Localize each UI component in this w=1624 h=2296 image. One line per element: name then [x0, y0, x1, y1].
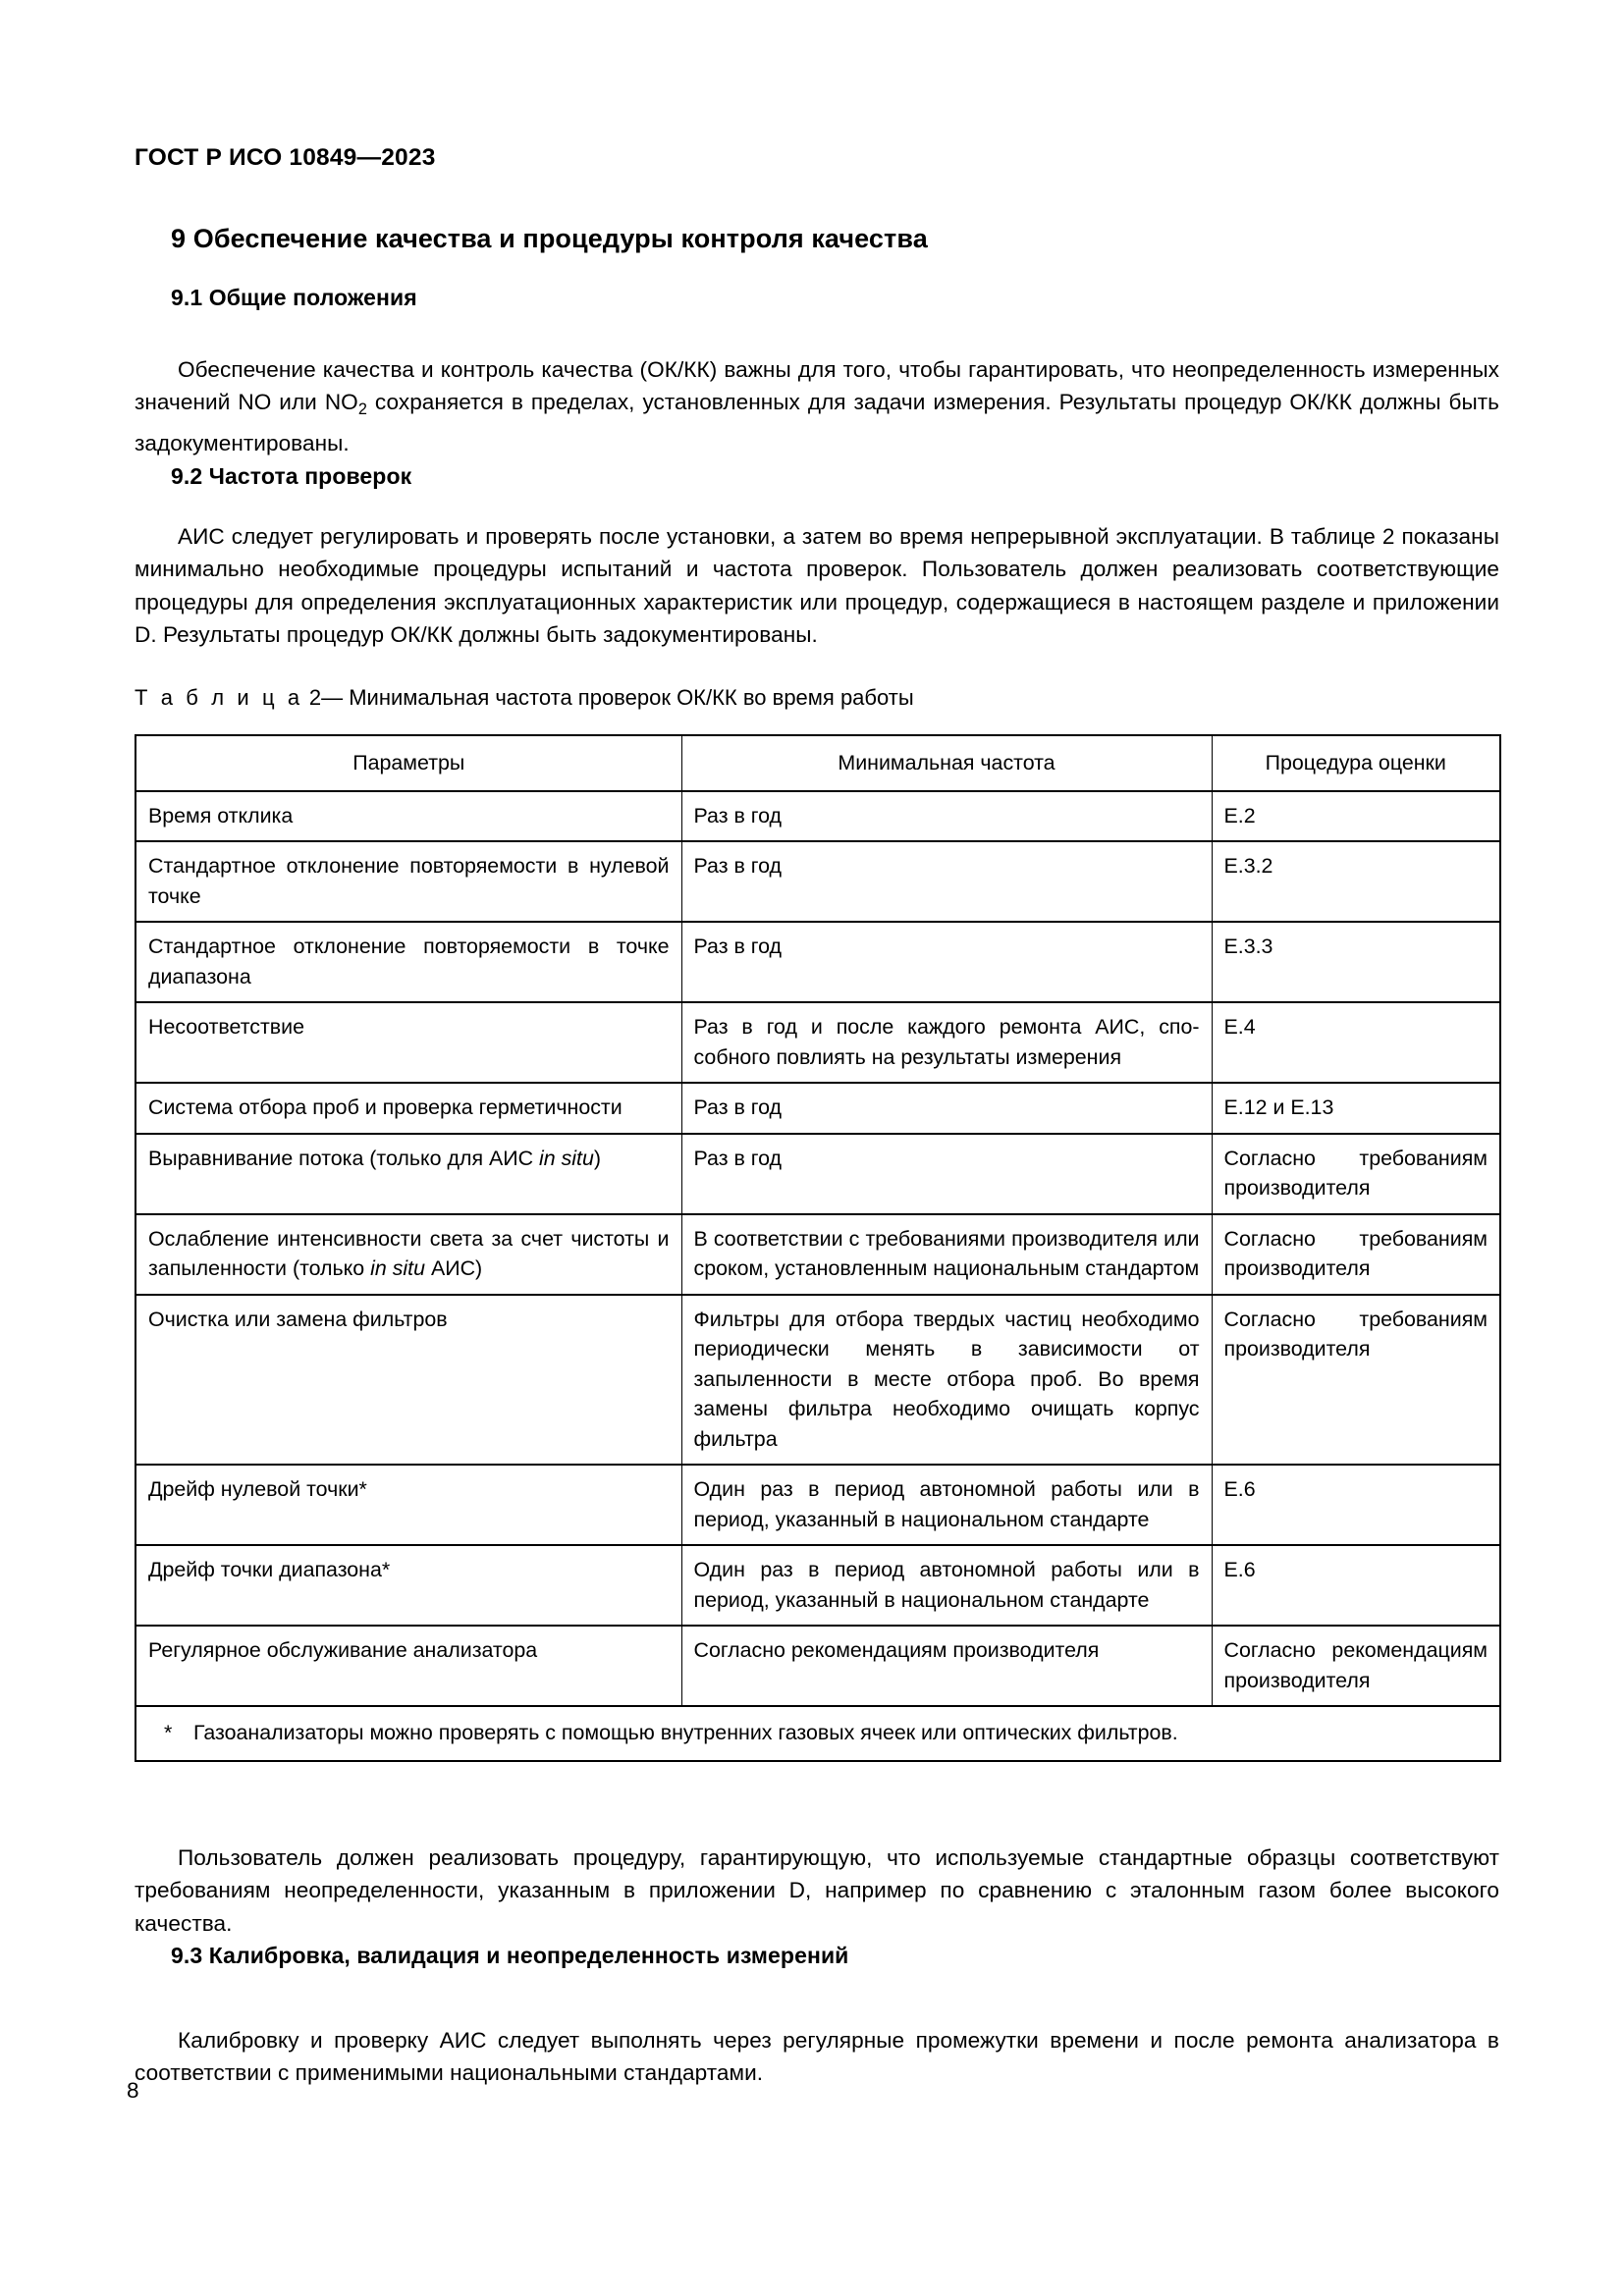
cell-frequency: Раз в год: [681, 841, 1212, 922]
cell-frequency: Раз в год и после каждого ремонта АИС, способного повлиять на результаты измерения: [681, 1002, 1212, 1083]
section-9-3-heading: 9.3 Калибровка, валидация и неопределенность измерений: [171, 1943, 849, 1968]
qa-frequency-table-wrapper: [135, 734, 1499, 1762]
cell-procedure: Согласно требованиям производителя: [1212, 1134, 1500, 1214]
cell-parameter: Дрейф точки диапазона*: [135, 1545, 681, 1626]
table-row: [135, 1134, 1500, 1214]
table-row: [135, 841, 1500, 922]
footnote-marker: *: [164, 1721, 173, 1744]
cell-parameter: [135, 1134, 681, 1214]
qa-frequency-table: [135, 734, 1501, 1762]
cell-parameter: Стандартное отклонение повторяемости в нулевой точке: [135, 841, 681, 922]
table-head: [135, 735, 1500, 791]
cell-parameter-italic: in situ: [539, 1146, 594, 1170]
cell-footnote: [135, 1706, 1500, 1761]
column-header-parameters: Параметры: [135, 735, 681, 791]
paragraph-text: Пользователь должен реализовать процедуру, гарантирующую, что используемые стандартные образцы соответствуют требованиям неопределенности, указанным в приложении D, например по сравнению с эталонным газом более высокого качества.: [135, 1844, 1499, 1936]
cell-parameter: Стандартное отклонение повторяемости в точке диапазона: [135, 922, 681, 1002]
cell-procedure: E.2: [1212, 791, 1500, 842]
cell-procedure: E.3.3: [1212, 922, 1500, 1002]
footnote-text: Газоанализаторы можно проверять с помощью внутренних газовых ячеек или оптических фильтров.: [193, 1721, 1178, 1744]
cell-frequency: В соответствии с требованиями производителя или сроком, установленным национальным стандартом: [681, 1214, 1212, 1295]
table-caption-text: Минимальная частота проверок ОК/КК во время работы: [349, 685, 914, 710]
paragraph-text-a: Обеспечение качества и контроль качества (ОК/КК) важны для того, чтобы гарантировать, что неопределенность измеренных значений NO или NO: [135, 356, 1499, 415]
table-row: [135, 1295, 1500, 1466]
cell-parameter: Время отклика: [135, 791, 681, 842]
table-row: [135, 1626, 1500, 1706]
cell-frequency: Раз в год: [681, 1134, 1212, 1214]
running-header: ГОСТ Р ИСО 10849—2023: [135, 144, 436, 171]
column-header-assessment-procedure: Процедура оценки: [1212, 735, 1500, 791]
table-row: [135, 1002, 1500, 1083]
column-header-minimum-frequency: Минимальная частота: [681, 735, 1212, 791]
section-9-1-paragraph: [135, 353, 1499, 460]
cell-frequency: Один раз в период автономной работы или в период, указанный в национальном стандарте: [681, 1545, 1212, 1626]
cell-procedure: E.6: [1212, 1465, 1500, 1545]
cell-parameter: Несоответствие: [135, 1002, 681, 1083]
table-body: [135, 791, 1500, 1761]
table-footnote-row: [135, 1706, 1500, 1761]
paragraph-text-b: сохраняется в пределах, установленных для задачи измерения. Результаты процедур ОК/КК должны быть задокументированы.: [135, 390, 1499, 455]
paragraph-text: Калибровку и проверку АИС следует выполнять через регулярные промежутки времени и после ремонта анализатора в соответствии с применимыми национальными стандартами.: [135, 2027, 1499, 2086]
cell-parameter: Система отбора проб и проверка герметичности: [135, 1083, 681, 1134]
table-caption: [135, 685, 914, 711]
no2-subscript: 2: [357, 400, 367, 419]
section-9-2-paragraph: [135, 520, 1499, 652]
after-table-paragraph: [135, 1842, 1499, 1941]
table-row: [135, 1214, 1500, 1295]
cell-parameter: Регулярное обслуживание анализатора: [135, 1626, 681, 1706]
cell-parameter-italic: in situ: [370, 1256, 426, 1280]
cell-frequency: Раз в год: [681, 791, 1212, 842]
cell-procedure: E.12 и E.13: [1212, 1083, 1500, 1134]
table-row: [135, 1465, 1500, 1545]
section-9-1-heading: 9.1 Общие положения: [171, 285, 417, 310]
cell-frequency: Согласно рекомендациям производителя: [681, 1626, 1212, 1706]
cell-procedure: E.3.2: [1212, 841, 1500, 922]
table-row: [135, 791, 1500, 842]
cell-parameter-pre: Ослабление интенсивности света за счет чистоты и запыленности (только: [148, 1226, 670, 1280]
table-row: [135, 1083, 1500, 1134]
cell-frequency: Раз в год: [681, 1083, 1212, 1134]
section-9-heading: 9 Обеспечение качества и процедуры контроля качества: [171, 224, 928, 253]
section-9-2-heading: 9.2 Частота проверок: [171, 463, 412, 489]
table-caption-label: Т а б л и ц а: [135, 685, 303, 710]
table-caption-number: 2: [308, 685, 322, 710]
cell-parameter-post: АИС): [425, 1256, 483, 1280]
cell-procedure: Согласно требованиям производителя: [1212, 1295, 1500, 1466]
cell-frequency: Раз в год: [681, 922, 1212, 1002]
cell-frequency: Один раз в период автономной работы или в период, указанный в национальном стандарте: [681, 1465, 1212, 1545]
table-caption-dash: —: [321, 685, 344, 710]
cell-procedure: E.6: [1212, 1545, 1500, 1626]
cell-frequency: Фильтры для отбора твердых частиц необходимо периодически менять в зависимости от запыленности в месте отбора проб. Во время замены фильтра необходимо очищать корпус фильтра: [681, 1295, 1212, 1466]
page-number: 8: [127, 2078, 139, 2103]
cell-procedure: Согласно требованиям производителя: [1212, 1214, 1500, 1295]
cell-parameter: Очистка или замена фильтров: [135, 1295, 681, 1466]
paragraph-text: АИС следует регулировать и проверять после установки, а затем во время непрерывной эксплуатации. В таблице 2 показаны минимально необходимые процедуры испытаний и частота проверок. Пользователь должен реализовать соответствующие процедуры для определения эксплуатационных характеристик или процедур, содержащиеся в настоящем разделе и приложении D. Результаты процедур ОК/КК должны быть задокументированы.: [135, 523, 1499, 648]
cell-procedure: Согласно рекомендациям производителя: [1212, 1626, 1500, 1706]
cell-parameter-pre: Выравнивание потока (только для АИС: [148, 1146, 540, 1170]
table-row: [135, 1545, 1500, 1626]
table-header-row: [135, 735, 1500, 791]
section-9-3-paragraph: [135, 2024, 1499, 2090]
cell-parameter: [135, 1214, 681, 1295]
cell-parameter-post: ): [593, 1146, 602, 1170]
table-row: [135, 922, 1500, 1002]
cell-procedure: E.4: [1212, 1002, 1500, 1083]
cell-parameter: Дрейф нулевой точки*: [135, 1465, 681, 1545]
